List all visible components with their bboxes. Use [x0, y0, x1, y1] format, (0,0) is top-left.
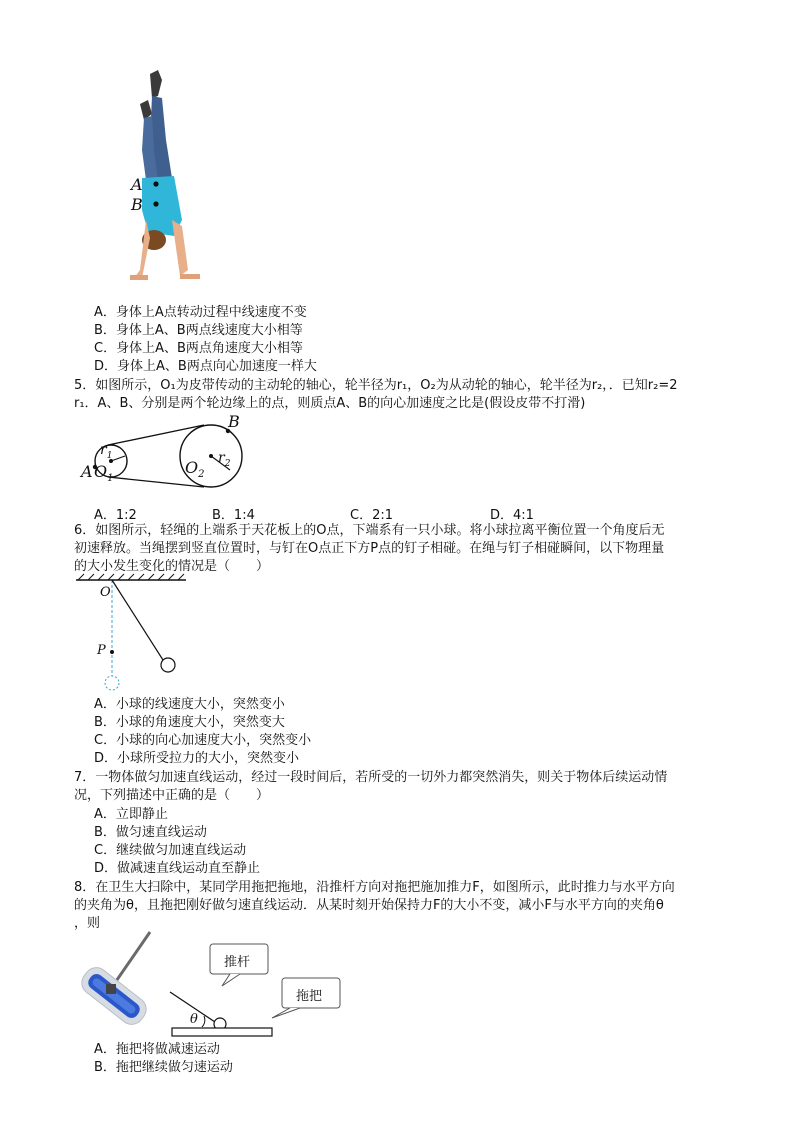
q7-option-a[interactable]: A．立即静止 — [94, 807, 168, 822]
q6-stem-line2: 初速释放。当绳摆到竖直位置时，与钉在O点正下方P点的钉子相碰。在绳与钉子相碰瞬间，以下物理量 — [74, 541, 665, 556]
pulley-point-b: B — [228, 412, 240, 431]
pulley-r1-label: $r_1$ — [100, 442, 113, 461]
pulley-r2-label: $r_2$ — [218, 450, 231, 469]
pulley-o1-label: $O_1$ — [94, 462, 114, 485]
point-b-label: B — [131, 195, 143, 214]
q5-option-c[interactable]: C．2:1 — [350, 508, 393, 523]
angle-theta-label: θ — [190, 1012, 198, 1027]
q5-stem-line2: r₁．A、B、分别是两个轮边缘上的点，则质点A、B的向心加速度之比是(假设皮带不打滑) — [74, 396, 586, 411]
mop-photo — [76, 930, 156, 1038]
callout-mop: 拖把 — [296, 989, 323, 1004]
q6-stem-line1: 6．如图所示，轻绳的上端系于天花板上的O点，下端系有一只小球。将小球拉离平衡位置一个角度后无 — [74, 523, 665, 538]
q7-option-d[interactable]: D．做减速直线运动直至静止 — [94, 861, 261, 876]
callout-push-rod: 推杆 — [224, 955, 251, 970]
q4-option-a[interactable]: A．身体上A点转动过程中线速度不变 — [94, 305, 307, 320]
pendulum-o-label: O — [100, 585, 111, 600]
pendulum-p-label: P — [97, 643, 106, 658]
q8-stem-line2: 的夹角为θ，且拖把刚好做匀速直线运动．从某时刻开始保持力F的大小不变，减小F与水平方向的夹角θ — [74, 898, 664, 913]
q6-option-a[interactable]: A．小球的线速度大小，突然变小 — [94, 697, 285, 712]
q6-option-b[interactable]: B．小球的角速度大小，突然变大 — [94, 715, 285, 730]
q8-stem-line1: 8．在卫生大扫除中，某同学用拖把拖地，沿推杆方向对拖把施加推力F，如图所示，此时推力与水平方向 — [74, 880, 675, 895]
q6-stem-line3: 的大小发生变化的情况是（ ） — [74, 559, 270, 574]
q5-option-d[interactable]: D．4:1 — [490, 508, 534, 523]
q5-stem-line1: 5．如图所示，O₁为皮带传动的主动轮的轴心，轮半径为r₁，O₂为从动轮的轴心，轮半径为r₂，．已知r₂=2 — [74, 378, 678, 393]
q7-option-b[interactable]: B．做匀速直线运动 — [94, 825, 207, 840]
q5-option-b[interactable]: B．1:4 — [212, 508, 255, 523]
point-a-label: A — [131, 175, 143, 194]
pulley-point-a: A — [81, 462, 93, 481]
q7-stem-line1: 7．一物体做匀加速直线运动，经过一段时间后，若所受的一切外力都突然消失，则关于物体后续运动情 — [74, 770, 668, 785]
pendulum-figure — [76, 574, 196, 694]
q8-option-b[interactable]: B．拖把继续做匀速运动 — [94, 1060, 233, 1075]
q6-option-d[interactable]: D．小球所受拉力的大小，突然变小 — [94, 751, 300, 766]
pulley-o2-label: $O_2$ — [185, 458, 205, 481]
q5-option-a[interactable]: A．1:2 — [94, 508, 137, 523]
q6-option-c[interactable]: C．小球的向心加速度大小，突然变小 — [94, 733, 312, 748]
q8-option-a[interactable]: A．拖把将做减速运动 — [94, 1042, 220, 1057]
q7-option-c[interactable]: C．继续做匀加速直线运动 — [94, 843, 247, 858]
q4-option-c[interactable]: C．身体上A、B两点角速度大小相等 — [94, 341, 303, 356]
q4-option-d[interactable]: D．身体上A、B两点向心加速度一样大 — [94, 359, 317, 374]
q7-stem-line2: 况，下列描述中正确的是（ ） — [74, 788, 270, 803]
q8-stem-line3: ，则 — [74, 916, 101, 931]
q5-options — [94, 504, 654, 522]
q4-option-b[interactable]: B．身体上A、B两点线速度大小相等 — [94, 323, 303, 338]
